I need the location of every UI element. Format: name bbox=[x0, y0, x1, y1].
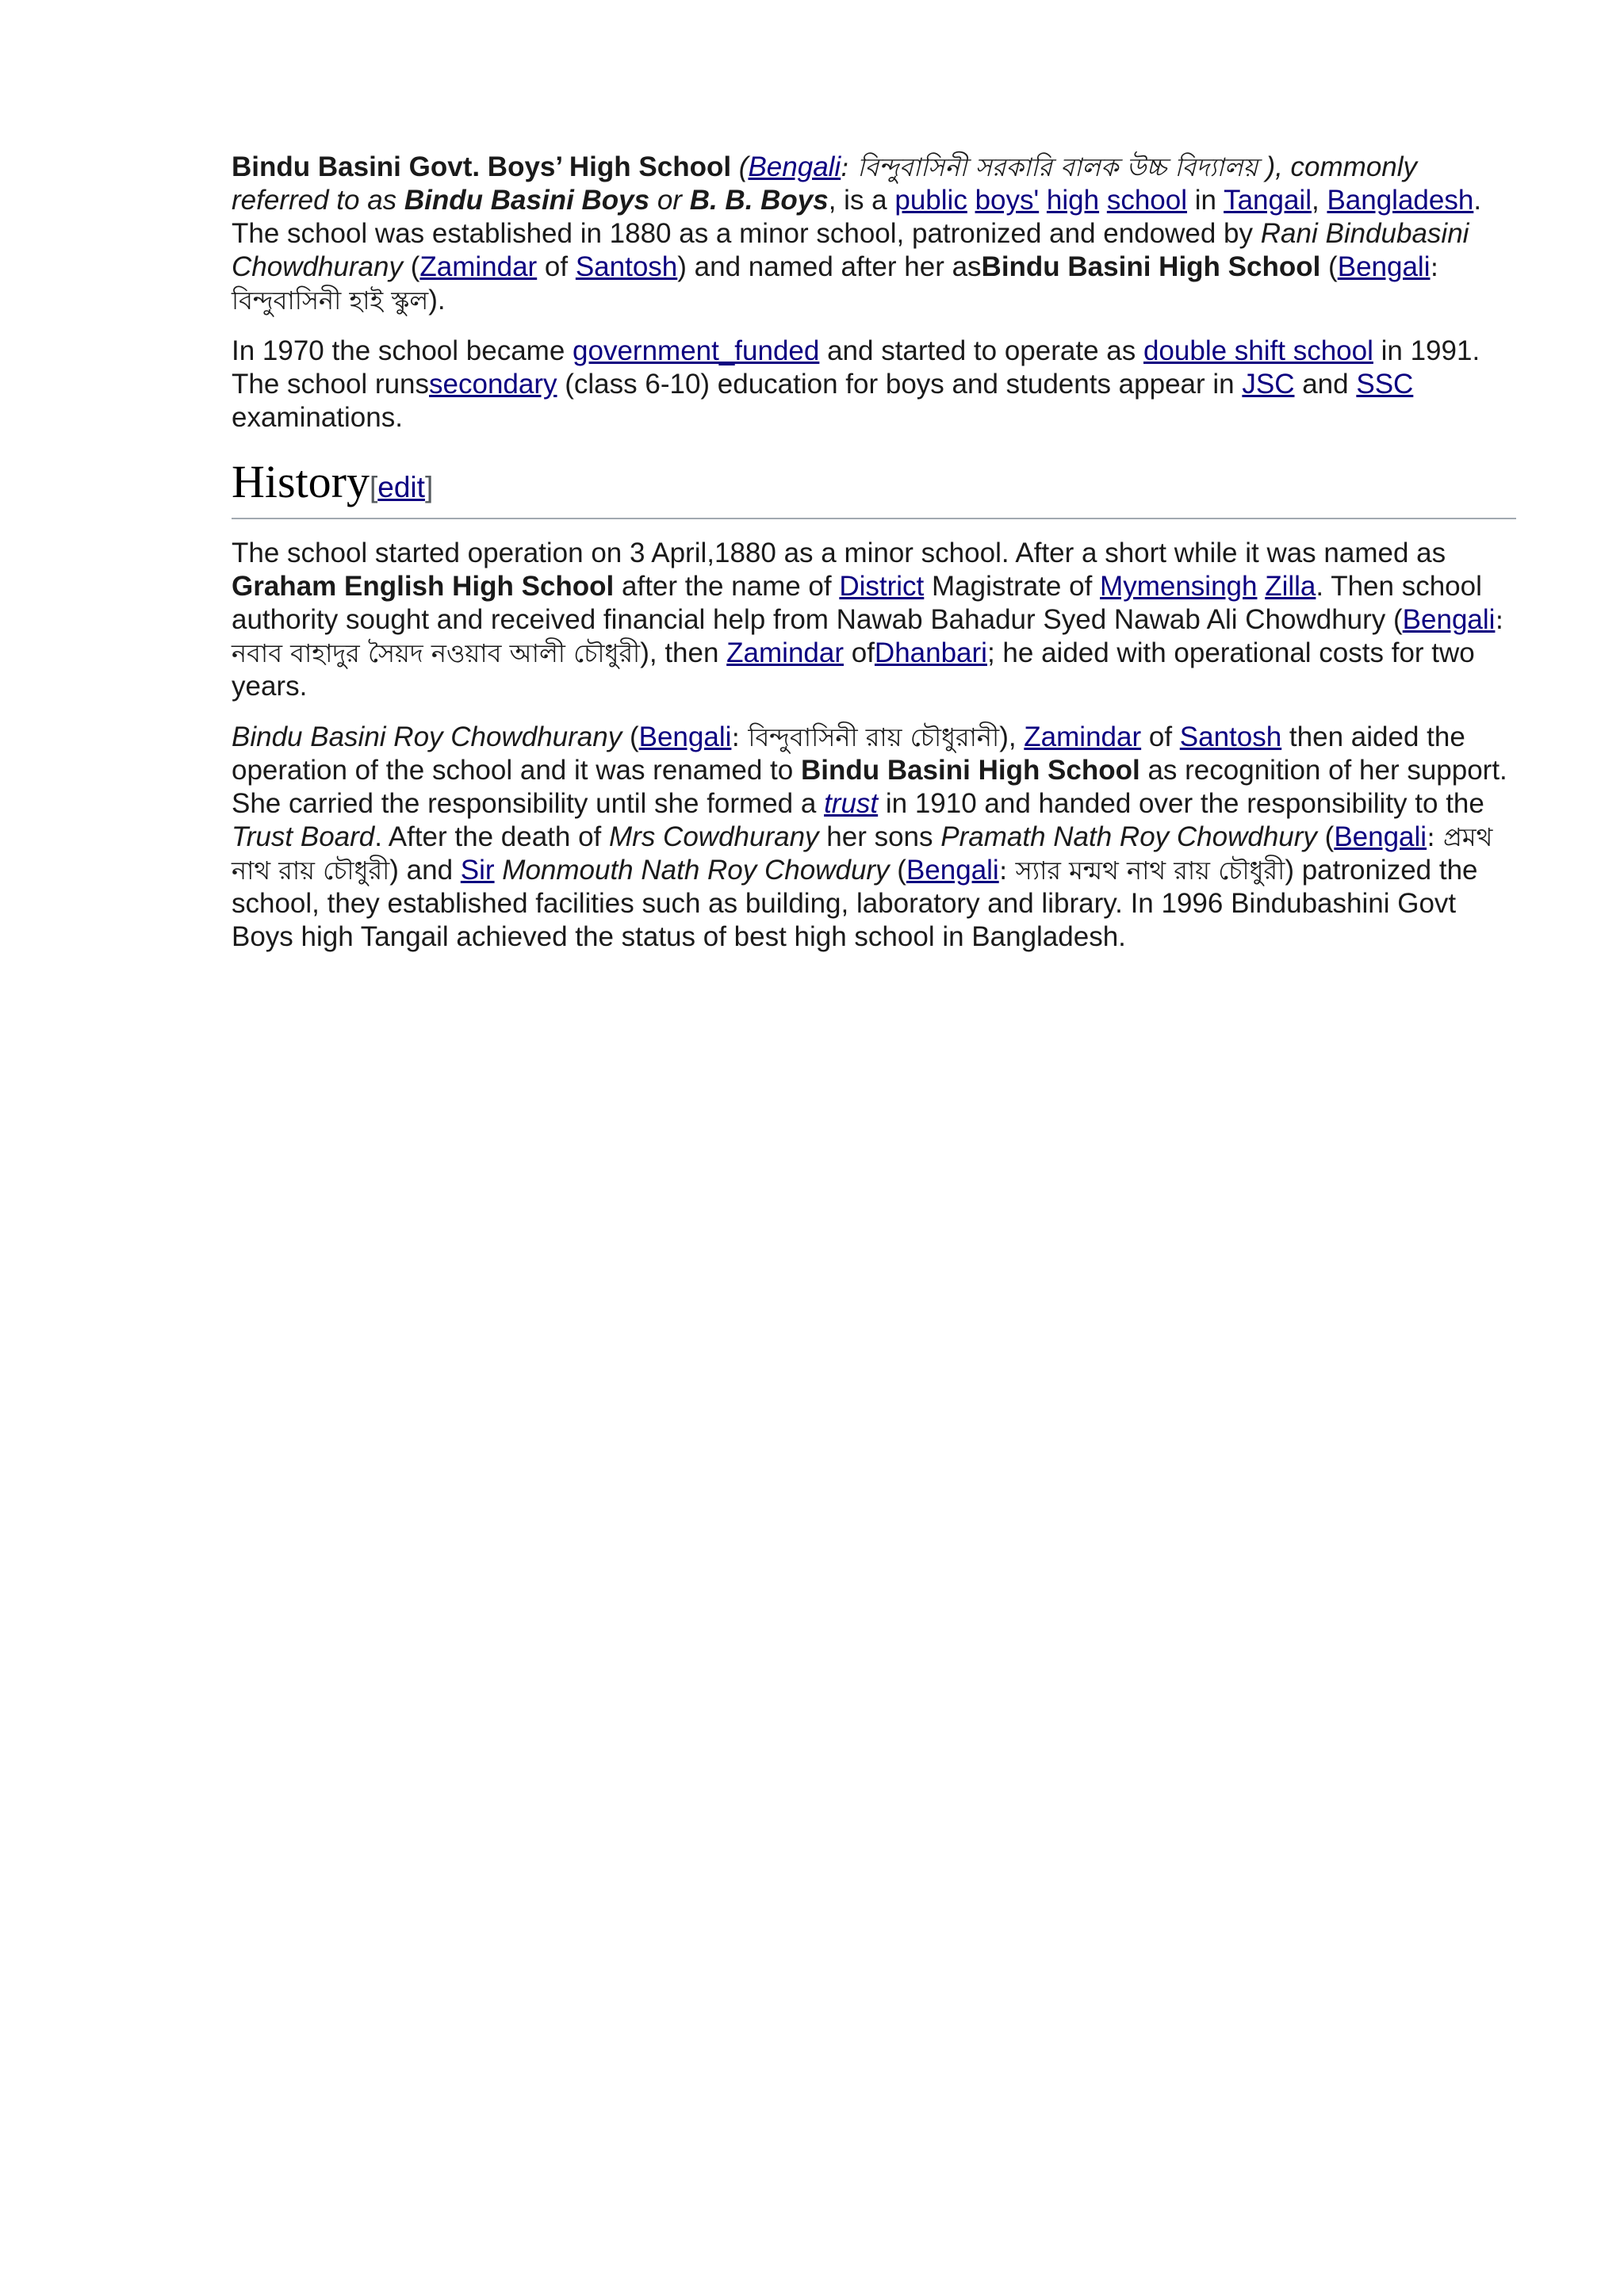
monmouth-name: Monmouth Nath Roy Chowdury bbox=[494, 855, 890, 886]
edit-link[interactable]: edit bbox=[377, 471, 425, 503]
intro-paragraph: Bindu Basini Govt. Boys’ High School (Bengali: বিন্দুবাসিনী সরকারি বালক উচ্চ বিদ্যালয় ), commonly referred to as Bindu Basini Boys or B. B. Boys, is a public boys' high school in Tangail, Bangladesh. The school was established in 1880 as a minor school, patronized and endowed by Rani Bindubasini Chowdhurany (Zamindar of Santosh) and named after her asBindu Basini High School (Bengali: বিন্দুবাসিনী হাই স্কুল). bbox=[232, 151, 1482, 316]
funding-paragraph: In 1970 the school became government_funded and started to operate as double shift school in 1991. The school runssecondary (class 6-10) education for boys and students appear in JSC and SSC examinations. bbox=[232, 335, 1480, 433]
trust-board: Trust Board bbox=[232, 821, 375, 852]
link-zilla[interactable]: Zilla bbox=[1265, 571, 1316, 602]
edit-section: [edit] bbox=[370, 471, 434, 503]
link-school[interactable]: school bbox=[1106, 185, 1187, 216]
bindu-basini-name: Bindu Basini Roy Chowdhurany bbox=[232, 721, 622, 752]
link-district[interactable]: District bbox=[839, 571, 925, 602]
bengali-high-school: : বিন্দুবাসিনী হাই স্কুল bbox=[232, 252, 1439, 316]
link-bengali[interactable]: Bengali bbox=[748, 151, 841, 182]
link-zamindar[interactable]: Zamindar bbox=[419, 251, 538, 282]
link-santosh[interactable]: Santosh bbox=[575, 251, 678, 282]
link-santosh[interactable]: Santosh bbox=[1179, 721, 1282, 752]
link-tangail[interactable]: Tangail bbox=[1224, 185, 1312, 216]
short-name-1: Bindu Basini Boys bbox=[404, 185, 650, 216]
graham-school-name: Graham English High School bbox=[232, 571, 615, 602]
link-boys[interactable]: boys' bbox=[975, 185, 1040, 216]
short-name-2: B. B. Boys bbox=[689, 185, 829, 216]
high-school-name: Bindu Basini High School bbox=[800, 755, 1140, 786]
link-bengali[interactable]: Bengali bbox=[1334, 821, 1427, 852]
link-high[interactable]: high bbox=[1046, 185, 1100, 216]
mrs-cowdhurany: Mrs Cowdhurany bbox=[609, 821, 819, 852]
history-paragraph-2: Bindu Basini Roy Chowdhurany (Bengali: বিন্দুবাসিনী রায় চৌধুরানী), Zamindar of Santosh then aided the operation of the school and it was renamed to Bindu Basini High School as recognition of her support. She carried the responsibility until she formed a trust in 1910 and handed over the responsibility to the Trust Board. After the death of Mrs Cowdhurany her sons Pramath Nath Roy Chowdhury (Bengali: প্রমথ নাথ রায় চৌধুরী) and Sir Monmouth Nath Roy Chowdury (Bengali: স্যার মন্মথ নাথ রায় চৌধুরী) patronized the school, they established facilities such as building, laboratory and library. In 1996 Bindubashini Govt Boys high Tangail achieved the status of best high school in Bangladesh. bbox=[232, 721, 1507, 952]
rani-name: Rani Bindubasini Chowdhurany bbox=[232, 218, 1469, 282]
link-double-shift-school[interactable]: double shift school bbox=[1143, 335, 1373, 366]
link-secondary[interactable]: secondary bbox=[429, 369, 557, 400]
link-ssc[interactable]: SSC bbox=[1356, 369, 1414, 400]
high-school-name: Bindu Basini High School bbox=[981, 251, 1321, 282]
bengali-bindu-name: : বিন্দুবাসিনী রায় চৌধুরানী bbox=[731, 722, 1000, 752]
school-name: Bindu Basini Govt. Boys’ High School bbox=[232, 151, 732, 182]
link-trust[interactable]: trust bbox=[824, 788, 879, 819]
link-public[interactable]: public bbox=[894, 185, 967, 216]
link-jsc[interactable]: JSC bbox=[1242, 369, 1295, 400]
pramath-name: Pramath Nath Roy Chowdhury bbox=[940, 821, 1317, 852]
article-body bbox=[232, 151, 1516, 971]
bengali-monmouth-name: : স্যার মন্মথ নাথ রায় চৌধুরী bbox=[998, 855, 1285, 886]
link-dhanbari[interactable]: Dhanbari bbox=[874, 637, 987, 668]
link-bengali[interactable]: Bengali bbox=[1337, 251, 1431, 282]
bengali-school-name: : বিন্দুবাসিনী সরকারি বালক উচ্চ বিদ্যালয় bbox=[841, 152, 1266, 182]
link-sir[interactable]: Sir bbox=[460, 855, 495, 886]
history-paragraph-1: The school started operation on 3 April,1880 as a minor school. After a short while it was named as Graham English High School after the name of District Magistrate of Mymensingh Zilla. Then school authority sought and received financial help from Nawab Bahadur Syed Nawab Ali Chowdhury (Bengali: নবাব বাহাদুর সৈয়দ নওয়াব আলী চৌধুরী), then Zamindar ofDhanbari; he aided with operational costs for two years. bbox=[232, 538, 1504, 702]
link-mymensingh[interactable]: Mymensingh bbox=[1100, 571, 1258, 602]
link-bengali[interactable]: Bengali bbox=[638, 721, 732, 752]
bengali-pramath-name: : প্রমথ নাথ রায় চৌধুরী bbox=[232, 822, 1493, 886]
history-heading: History[edit] bbox=[232, 453, 1516, 519]
link-zamindar[interactable]: Zamindar bbox=[726, 637, 844, 668]
link-bengali[interactable]: Bengali bbox=[906, 855, 999, 886]
link-bangladesh[interactable]: Bangladesh bbox=[1327, 185, 1474, 216]
link-bengali[interactable]: Bengali bbox=[1402, 604, 1496, 635]
link-zamindar[interactable]: Zamindar bbox=[1024, 721, 1142, 752]
link-government-funded[interactable]: government_funded bbox=[573, 335, 820, 366]
intro-aka: (Bengali: বিন্দুবাসিনী সরকারি বালক উচ্চ বিদ্যালয় ), commonly referred to as Bindu Basini Boys or B. B. Boys bbox=[232, 151, 1418, 216]
bengali-nawab-name: : নবাব বাহাদুর সৈয়দ নওয়াব আলী চৌধুরী bbox=[232, 605, 1504, 668]
